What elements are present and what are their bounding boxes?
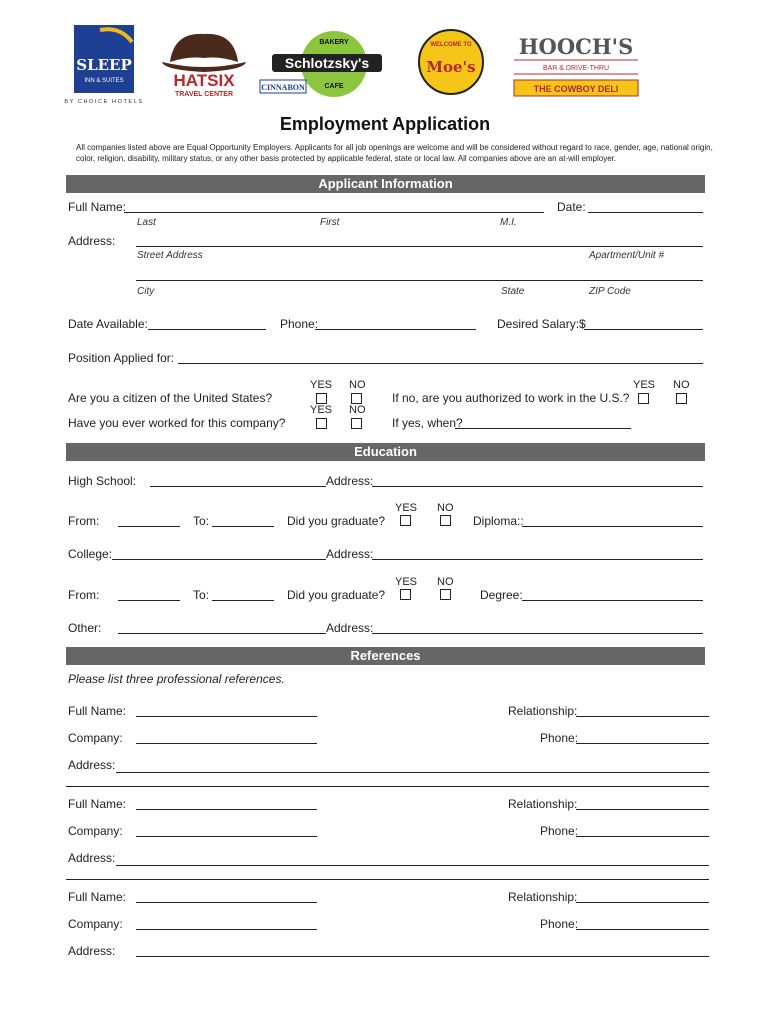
page-title: Employment Application: [279, 114, 491, 134]
high-school-field[interactable]: [150, 486, 326, 487]
moes-logo: [416, 24, 486, 100]
college-grad-yes-caption: YES: [395, 576, 418, 588]
references-note: Please list three professional references.: [68, 672, 285, 686]
references-section-header: References: [66, 647, 705, 665]
position-field[interactable]: [178, 363, 703, 364]
diploma-label: Diploma::: [473, 514, 524, 528]
hoochs-logo: [508, 30, 644, 100]
svg-text:BY CHOICE HOTELS: BY CHOICE HOTELS: [64, 99, 144, 105]
college-from-label: From:: [68, 588, 100, 602]
svg-text:CAFE: CAFE: [324, 83, 344, 90]
street-address-field[interactable]: [136, 246, 703, 247]
ref1-phone-label: Phone:: [540, 731, 579, 745]
applicant-section-header: Applicant Information: [66, 175, 705, 193]
ref3-full-name-label: Full Name:: [68, 890, 127, 904]
svg-text:WELCOME TO: WELCOME TO: [430, 42, 472, 48]
sleep-inn-logo: [60, 22, 150, 106]
education-section-header: Education: [66, 443, 705, 461]
citizen-no-caption: NO: [349, 379, 366, 391]
position-label: Position Applied for:: [68, 351, 175, 365]
other-label: Other:: [68, 621, 102, 635]
citizen-question: Are you a citizen of the United States?: [68, 391, 273, 405]
high-school-address-field[interactable]: [372, 486, 703, 487]
ref3-relationship-field[interactable]: [576, 902, 709, 903]
authorized-question: If no, are you authorized to work in the U.S.?: [392, 391, 630, 405]
ref2-relationship-label: Relationship:: [508, 797, 578, 811]
last-caption: Last: [137, 217, 156, 228]
first-caption: First: [320, 217, 340, 228]
hs-to-label: To:: [193, 514, 210, 528]
college-from-field[interactable]: [118, 600, 180, 601]
worked-no-checkbox[interactable]: [351, 418, 362, 429]
high-school-address-label: Address:: [326, 474, 374, 488]
college-address-label: Address:: [326, 547, 374, 561]
ref1-relationship-field[interactable]: [576, 716, 709, 717]
hs-to-field[interactable]: [212, 526, 274, 527]
city-caption: City: [137, 286, 155, 297]
svg-text:Moe's: Moe's: [426, 58, 476, 76]
hs-from-field[interactable]: [118, 526, 180, 527]
ref2-phone-label: Phone:: [540, 824, 579, 838]
zip-caption: ZIP Code: [589, 286, 631, 297]
degree-label: Degree:: [480, 588, 523, 602]
citizen-yes-caption: YES: [310, 379, 333, 391]
when-field[interactable]: [455, 428, 631, 429]
apartment-caption: Apartment/Unit #: [589, 250, 665, 261]
ref1-company-field[interactable]: [136, 743, 317, 744]
date-available-label: Date Available:: [68, 317, 148, 331]
ref1-full-name-field[interactable]: [136, 716, 317, 717]
college-graduate-label: Did you graduate?: [287, 588, 386, 602]
ref2-full-name-label: Full Name:: [68, 797, 127, 811]
mi-caption: M.I.: [500, 217, 517, 228]
svg-text:CINNABON: CINNABON: [261, 83, 305, 92]
phone-label: Phone:: [280, 317, 319, 331]
full-name-field[interactable]: [124, 212, 544, 213]
date-label: Date:: [557, 200, 586, 214]
hs-grad-yes-caption: YES: [395, 502, 418, 514]
college-to-label: To:: [193, 588, 210, 602]
hs-grad-no-checkbox[interactable]: [440, 515, 451, 526]
hatsix-logo: [160, 26, 248, 98]
desired-salary-label: Desired Salary:$: [497, 317, 586, 331]
desired-salary-field[interactable]: [584, 329, 703, 330]
other-address-label: Address:: [326, 621, 374, 635]
street-address-caption: Street Address: [137, 250, 203, 261]
ref1-address-label: Address:: [68, 758, 116, 772]
college-grad-no-checkbox[interactable]: [440, 589, 451, 600]
svg-text:THE COWBOY DELI: THE COWBOY DELI: [533, 84, 619, 94]
worked-yes-caption: YES: [310, 404, 333, 416]
hs-grad-no-caption: NO: [437, 502, 454, 514]
ref2-company-field[interactable]: [136, 836, 317, 837]
hs-graduate-label: Did you graduate?: [287, 514, 386, 528]
ref3-phone-label: Phone:: [540, 917, 579, 931]
address-label: Address:: [68, 234, 116, 248]
ref3-address-label: Address:: [68, 944, 116, 958]
ref1-company-label: Company:: [68, 731, 123, 745]
ref2-phone-field[interactable]: [576, 836, 709, 837]
ref2-full-name-field[interactable]: [136, 809, 317, 810]
college-label: College:: [68, 547, 113, 561]
other-address-field[interactable]: [372, 633, 703, 634]
ref3-relationship-label: Relationship:: [508, 890, 578, 904]
ref3-address-field[interactable]: [136, 956, 709, 957]
date-available-field[interactable]: [148, 329, 266, 330]
ref3-full-name-field[interactable]: [136, 902, 317, 903]
citizen-no-checkbox[interactable]: [351, 393, 362, 404]
ref2-relationship-field[interactable]: [576, 809, 709, 810]
college-to-field[interactable]: [212, 600, 274, 601]
svg-text:HATSIX: HATSIX: [173, 71, 235, 90]
ref3-phone-field[interactable]: [576, 929, 709, 930]
svg-text:Schlotzsky's: Schlotzsky's: [284, 55, 370, 71]
ref1-full-name-label: Full Name:: [68, 704, 127, 718]
college-grad-yes-checkbox[interactable]: [400, 589, 411, 600]
ref3-company-field[interactable]: [136, 929, 317, 930]
citizen-yes-checkbox[interactable]: [316, 393, 327, 404]
ref2-divider: [66, 879, 709, 880]
ref2-address-label: Address:: [68, 851, 116, 865]
eeo-disclaimer: All companies listed above are Equal Opportunity Employers. Applicants for all job openings are welcome and will be considered without regard to race, gender, age, national origin, color, religion, disability, military status, or any other basis protected by applicable federal, state or local law. All companies above are an at-will employer.: [76, 143, 713, 163]
ref2-company-label: Company:: [68, 824, 123, 838]
state-caption: State: [501, 286, 525, 297]
full-name-label: Full Name:: [68, 200, 127, 214]
ref1-phone-field[interactable]: [576, 743, 709, 744]
svg-text:SLEEP: SLEEP: [76, 56, 132, 74]
other-field[interactable]: [118, 633, 326, 634]
ref1-relationship-label: Relationship:: [508, 704, 578, 718]
worked-yes-checkbox[interactable]: [316, 418, 327, 429]
college-address-field[interactable]: [372, 559, 703, 560]
schlotzskys-logo: [258, 28, 384, 100]
ref1-divider: [66, 786, 709, 787]
hs-grad-yes-checkbox[interactable]: [400, 515, 411, 526]
worked-no-caption: NO: [349, 404, 366, 416]
degree-field[interactable]: [522, 600, 703, 601]
svg-text:INN & SUITES: INN & SUITES: [84, 78, 124, 84]
svg-text:HOOCH'S: HOOCH'S: [518, 34, 634, 59]
city-state-zip-field[interactable]: [136, 280, 703, 281]
ref1-address-field[interactable]: [116, 772, 709, 773]
hs-from-label: From:: [68, 514, 100, 528]
svg-text:BAR & DRIVE-THRU: BAR & DRIVE-THRU: [542, 65, 610, 72]
ref3-company-label: Company:: [68, 917, 123, 931]
phone-field[interactable]: [315, 329, 476, 330]
svg-text:TRAVEL CENTER: TRAVEL CENTER: [174, 91, 234, 98]
authorized-yes-checkbox[interactable]: [638, 393, 649, 404]
diploma-field[interactable]: [522, 526, 703, 527]
ref2-address-field[interactable]: [116, 865, 709, 866]
worked-question: Have you ever worked for this company?: [68, 416, 286, 430]
college-grad-no-caption: NO: [437, 576, 454, 588]
authorized-no-checkbox[interactable]: [676, 393, 687, 404]
svg-text:BAKERY: BAKERY: [319, 39, 349, 46]
when-question: If yes, when?: [392, 416, 463, 430]
authorized-no-caption: NO: [673, 379, 690, 391]
college-field[interactable]: [112, 559, 326, 560]
authorized-yes-caption: YES: [633, 379, 656, 391]
high-school-label: High School:: [68, 474, 137, 488]
date-field[interactable]: [588, 212, 703, 213]
